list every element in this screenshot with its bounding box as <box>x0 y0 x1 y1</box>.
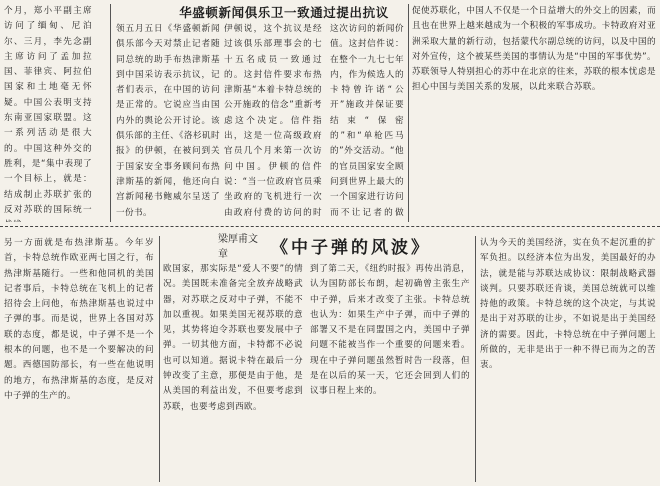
upper-column-3: 伊顿说，这个抗议是经过该俱乐部理事会的七十五名成员一致通过的。这封信件要求布热津斯基“本着卡特总统的公开施政的信念”重新考虑这个决定。信件指出，这是一位高级政府官员几个月来第一次访问中国。伊顿的信件说：“当一位政府官员乘坐政府的飞机进行一次由政府付费的访问的时 <box>224 24 322 218</box>
upper-column-2: 领五月五日《华盛顿新闻俱乐部今天对禁止记者随同总统的助手布热津斯基到中国采访表示抗议，记者们表示，在中国的访问是正常的。它说应当由国内外的舆论公开讨论。该俱乐部的主任、《洛杉矶时报》的伊顿，在被问到关于国家安全事务顾问布热津斯基的新闻，他还向白宫新闻秘书鲍威尔呈送了一份书。 <box>116 24 220 218</box>
column-divider <box>110 4 111 222</box>
article-title-block <box>218 232 432 260</box>
upper-column-4: 这次访问的新闻价值。这封信件说：在整个一九七七年内，作为候选人的卡特曾许诺“公开”施政并保证要结束“保密的”和“单枪匹马的”外交活动。“他的官员国家安全顾问到世界上最大的一个国家进行访问而不让记者的做 <box>330 24 404 218</box>
article-headline: 华盛顿新闻俱乐卫一致通过提出抗议 <box>179 5 389 20</box>
section-divider <box>0 226 660 227</box>
article-byline: 梁厚甫文章 <box>218 234 258 260</box>
upper-column-1: 个月，郑小平副主席访问了缅甸、尼泊尔、三月，李先念副主席访问了孟加拉国、菲律宾、阿拉伯国家和土地毫无怀疑。中国公表明支持东南亚国家联盟。这一系列活动是很大的。中国这种外交的胜利，是“集中表现了一个目标上，就是：结成制止苏联扩张的反对苏联的国际统一 <box>4 6 92 215</box>
lower-column-4: 认为今天的美国经济，实在负不起沉重的扩军负担。以经济本位为出发，美国最好的办法，就是能与苏联达成协议：限制战略武器谈判。只要苏联还肯谈，美国总统就可以维持他的政策。卡特总统的这个决定，与其说是出于对苏联的让步，不如说是出于美国经济的需要。因此，卡特总统在中子弹问题上所做的，无非是出于一种不得已而为之的苦衷。 <box>480 238 656 371</box>
column-divider <box>159 236 160 482</box>
column-divider <box>475 236 476 482</box>
column-divider <box>408 4 409 222</box>
lower-column-3: 到了第二天，《纽约时报》再传出消息，认为国防部长布朗，起初确曾主张生产中子弹，后来才改变了主张。卡特总统也认为：如果生产中子弹，而中子弹的部署又不是在同盟国之内，美国中子弹问题不能被当作一个重要的问题来看。现在中子弹问题虽然暂时告一段落，但是在以后的某一天，它还会回到人们的议事日程上来的。 <box>310 264 470 397</box>
lower-column-2: 欧国家，那实际是“爱人不要”的情况。美国既未准备完全放弃战略武器，对苏联之反对中子弹，不能不加以重视。如果美国无视苏联的意见，其势将迫令苏联也要发展中子弹。一切其他方面，卡特都不必说也可以知道。据说卡特在最后一分钟改变了主意，那便是由于他，是从美国的利益出发，不但要考虑到苏联，也要考虑到西欧。 <box>163 264 303 412</box>
article-title: 《中子弹的风波》 <box>271 237 432 258</box>
upper-column-5: 促使苏联化，中国人不仅是一个日益增大的外交上的因素，而且也在世界上越来越成为一个积极的军事成功。卡特政府对亚洲采取大量的新行动，包括蒙代尔副总统的访问，以及中国的对外宣传，这个被某些美国的事情认为是“中国的军事优势”。苏联领导人特别担心的苏中在北京的往来，苏联的根本忧虑是担心中国与美国关系的发展，以此来联合苏联。 <box>412 6 656 93</box>
lower-column-1: 另一方面就是布热津斯基。今年岁首，卡特总统作欧亚两七国之行，布热津斯基随行。一些和他同机的美国记者事后，卡特总统在飞机上的记者招待会上问他，布热津斯基也说过中子弹的事。而是说，世界上各国对苏联的态度，都是说，中子弹不是一个根本的问题，也不是一个要解决的问题。西德国防部长，有一些在他说明的地方，布热津斯基的态度，是反对中子弹的生产的。 <box>4 238 154 401</box>
